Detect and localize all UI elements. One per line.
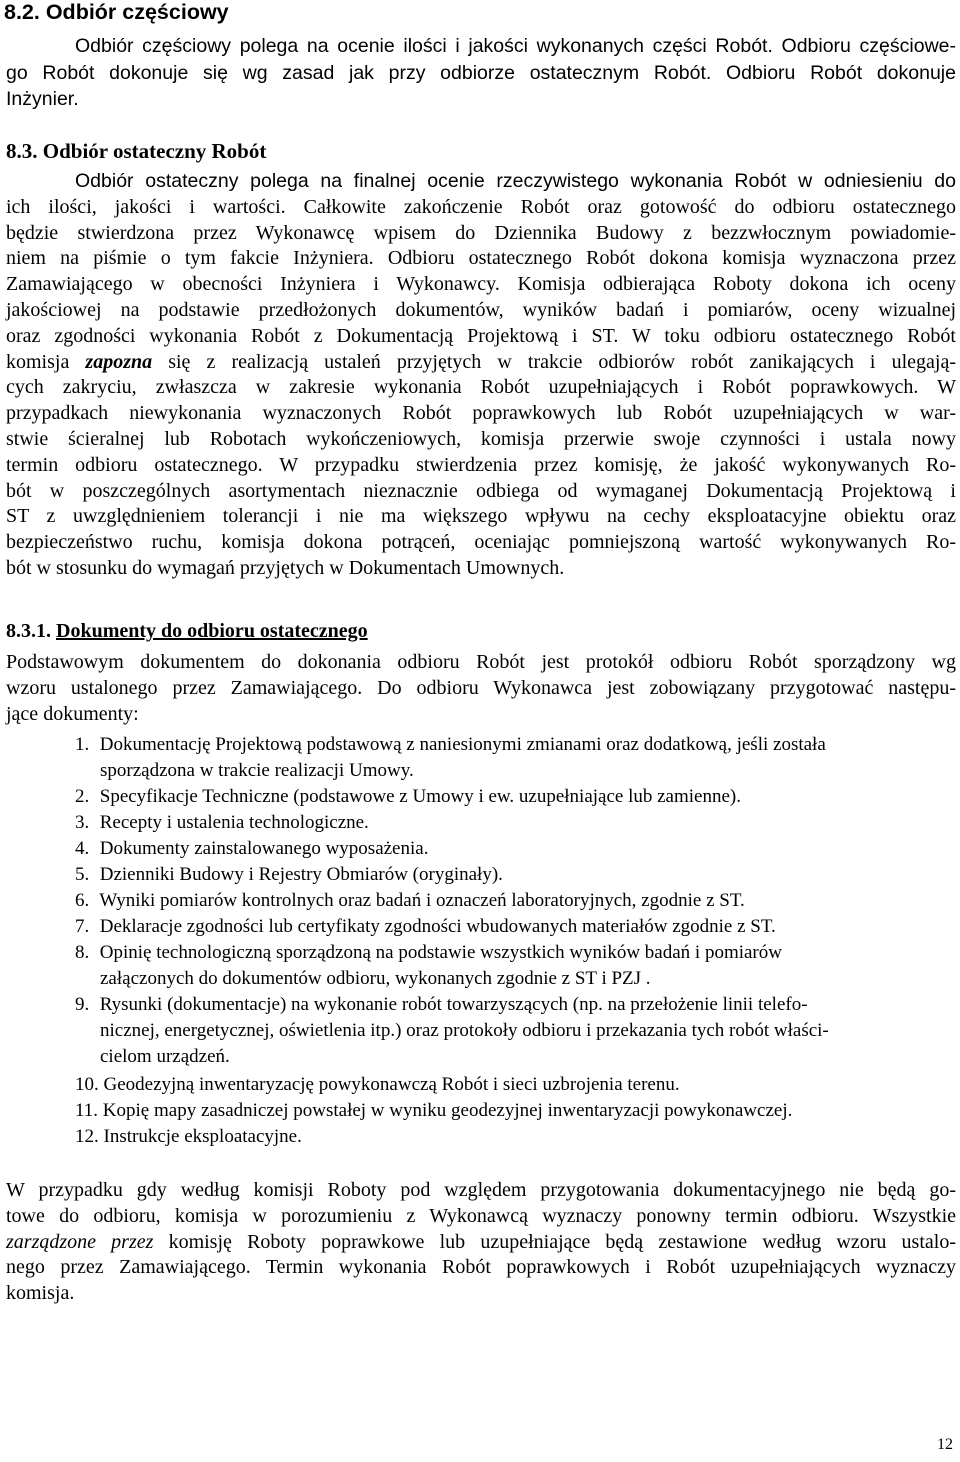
list-item: 9. Rysunki (dokumentacje) na wykonanie robót towarzyszących (np. na przełożenie linii telefo- nicznej, energetycznej, oświetlenia itp.) oraz protokoły odbioru i przekazania tych robót właści- cielom urządzeń. (75, 994, 829, 1067)
section-heading-8-3: 8.3. Odbiór ostateczny Robót (6, 139, 267, 163)
list-item: 11. Kopię mapy zasadniczej powstałej w wyniku geodezyjnej inwentaryzacji powykonawczej. (75, 1100, 793, 1121)
section-8-2-paragraph: Odbiór częściowy polega na ocenie ilości i jakości wykonanych części Robót. Odbioru częściowe- go Robót dokonuje się wg zasad jak przy odbiorze ostatecznym Robót. Odbioru Robót dokonuje Inżynier. (6, 35, 956, 110)
section-8-3-1-intro: Podstawowym dokumentem do dokonania odbioru Robót jest protokół odbioru Robót sporządzony wg wzoru ustalonego przez Zamawiającego. Do odbioru Wykonawca jest zobowiązany przygotować następu- jące dokumenty: (6, 651, 956, 725)
page-number: 12 (937, 1436, 953, 1453)
section-heading-8-3-1: 8.3.1. Dokumenty do odbioru ostatecznego (6, 620, 368, 642)
section-8-3-paragraph: Odbiór ostateczny polega na finalnej ocenie rzeczywistego wykonania Robót w odniesieniu do ich ilości, jakości i wartości. Całkowite zakończenie Robót oraz gotowość do odbioru ostatecznego będzie stwierdzona przez Wykonawcę wpisem do Dziennika Budowy z bezzwłocznym powiadomie- niem na piśmie o tym fakcie Inżyniera. Odbioru ostatecznego Robót dokona komisja wyznaczona przez Zamawiającego w obecności Inżyniera i Wykonawcy. Komisja odbierająca Roboty dokona ich oceny jakościowej na podstawie przedłożonych dokumentów, wyników badań i pomiarów, oceny wizualnej oraz zgodności wykonania Robót z Dokumentacją Projektową i ST. W toku odbioru ostatecznego Robót komisja zapozna się z realizacją ustaleń przyjętych w trakcie odbiorów robót zanikających i ulegają- cych zakryciu, zwłaszcza w zakresie wykonania Robót uzupełniających i Robót poprawkowych. W przypadkach niewykonania wyznaczonych Robót poprawkowych lub Robót uzupełniających w war- stwie ścieralnej lub Robotach wykończeniowych, komisja przerwie swoje czynności i ustala nowy termin odbioru ostatecznego. W przypadku stwierdzenia przez komisję, że jakość wykonywanych Ro- bót w poszczególnych asortymentach nieznacznie odbiega od wymaganej Dokumentacją Projektową i ST z uwzględnieniem tolerancji i nie ma większego wpływu na cechy eksploatacyjne obiektu oraz bezpieczeństwo ruchu, komisja dokona potrąceń, oceniając pomniejszoną wartość wykonywanych Ro- bót w stosunku do wymagań przyjętych w Dokumentach Umownych. (6, 170, 956, 579)
emphasis-zapozna: zapozna (85, 350, 153, 373)
list-item: 5. Dzienniki Budowy i Rejestry Obmiarów (oryginały). (75, 864, 503, 885)
emphasis-zarzadzone: zarządzone przez (6, 1230, 154, 1253)
list-item: 10. Geodezyjną inwentaryzację powykonawczą Robót i sieci uzbrojenia terenu. (75, 1074, 680, 1095)
section-heading-8-2: 8.2. Odbiór częściowy (4, 0, 229, 24)
list-item: 2. Specyfikacje Techniczne (podstawowe z Umowy i ew. uzupełniające lub zamienne). (75, 786, 741, 807)
list-item: 8. Opinię technologiczną sporządzoną na podstawie wszystkich wyników badań i pomiarów załączonych do dokumentów odbioru, wykonanych zgodnie z ST i PZJ . (75, 942, 782, 989)
line-with-emphasis: komisja zapozna się z realizacją ustaleń przyjętych w trakcie odbiorów robót zanikających i ulegają- (6, 350, 956, 373)
list-item: 3. Recepty i ustalenia technologiczne. (75, 812, 369, 833)
list-item: 1. Dokumentację Projektową podstawową z naniesionymi zmianami oraz dodatkową, jeśli została sporządzona w trakcie realizacji Umowy. (75, 734, 826, 781)
closing-paragraph: W przypadku gdy według komisji Roboty pod względem przygotowania dokumentacyjnego nie będą go- towe do odbioru, komisja w porozumieniu z Wykonawcą wyznaczy ponowny termin odbioru. Wszystkie zarządzone przez komisję Roboty poprawkowe lub uzupełniające będą zestawione według wzoru ustalo- nego przez Zamawiającego. Termin wykonania Robót poprawkowych i Robót uzupełniających wyznaczy komisja. (6, 1179, 956, 1305)
list-item: 7. Deklaracje zgodności lub certyfikaty zgodności wbudowanych materiałów zgodnie z ST. (75, 916, 776, 937)
list-item: 12. Instrukcje eksploatacyjne. (75, 1126, 302, 1147)
list-item: 6. Wyniki pomiarów kontrolnych oraz badań i oznaczeń laboratoryjnych, zgodnie z ST. (75, 890, 745, 911)
list-item: 4. Dokumenty zainstalowanego wyposażenia. (75, 838, 429, 859)
